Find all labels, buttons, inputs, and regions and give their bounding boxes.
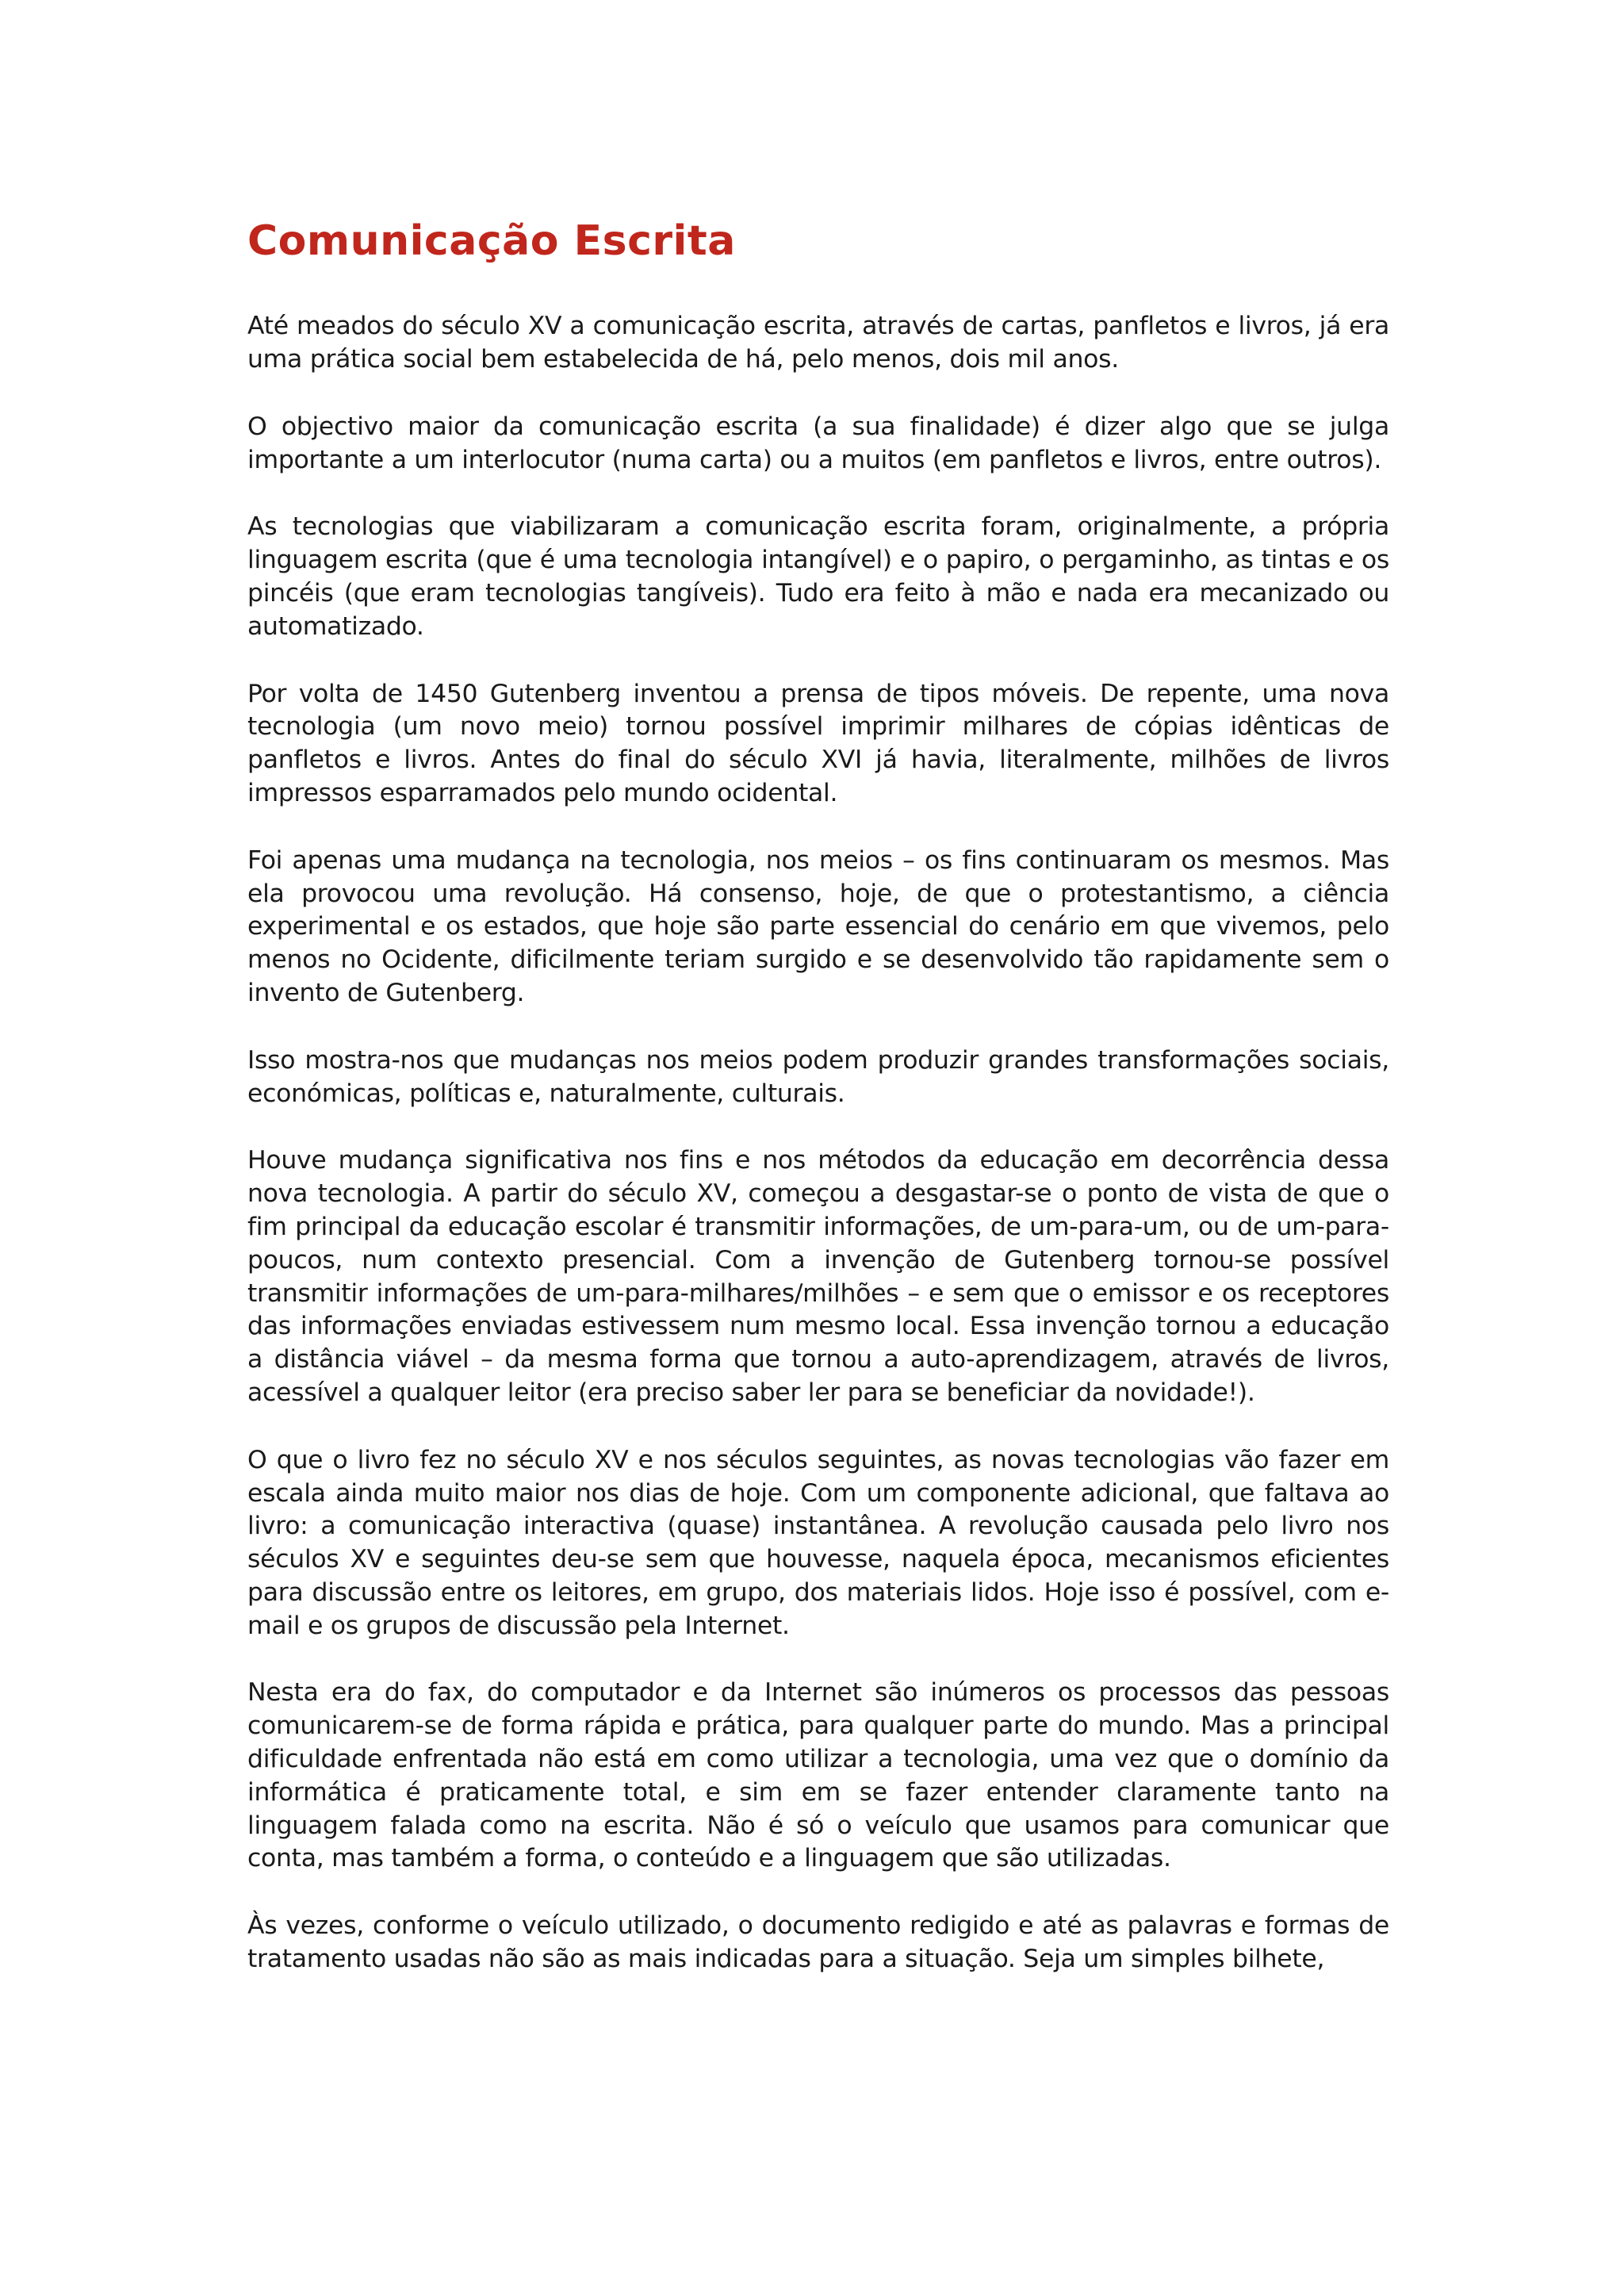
document-page (247, 219, 1389, 2010)
paragraph: Até meados do século XV a comunicação escrita, através de cartas, panfletos e livros, já era uma prática social bem estabelecida de há, pelo menos, dois mil anos. (247, 312, 1389, 374)
paragraph: O que o livro fez no século XV e nos séculos seguintes, as novas tecnologias vão fazer em escala ainda muito maior nos dias de hoje. Com um componente adicional, que faltava ao livro: a comunicação interactiva (quase) instantânea. A revolução causada pelo livro nos séculos XV e seguintes deu-se sem que houvesse, naquela época, mecanismos eficientes para discussão entre os leitores, em grupo, dos materiais lidos. Hoje isso é possível, com e-mail e os grupos de discussão pela Internet. (247, 1445, 1389, 1640)
paragraph: O objectivo maior da comunicação escrita (a sua finalidade) é dizer algo que se julga importante a um interlocutor (numa carta) ou a muitos (em panfletos e livros, entre outros). (247, 412, 1389, 474)
paragraph: Às vezes, conforme o veículo utilizado, o documento redigido e até as palavras e formas de tratamento usadas não são as mais indicadas para a situação. Seja um simples bilhete, (247, 1911, 1389, 1974)
document-title: Comunicação Escrita (247, 217, 736, 265)
paragraph: Isso mostra-nos que mudanças nos meios podem produzir grandes transformações sociais, económicas, políticas e, naturalmente, culturais. (247, 1045, 1389, 1108)
paragraph: Houve mudança significativa nos fins e nos métodos da educação em decorrência dessa nova tecnologia. A partir do século XV, começou a desgastar-se o ponto de vista de que o fim principal da educação escolar é transmitir informações, de um-para-um, ou de um-para-poucos, num contexto presencial. Com a invenção de Gutenberg tornou-se possível transmitir informações de um-para-milhares/milhões – e sem que o emissor e os receptores das informações enviadas estivessem num mesmo local. Essa invenção tornou a educação a distância viável – da mesma forma que tornou a auto-aprendizagem, através de livros, acessível a qualquer leitor (era preciso saber ler para se beneficiar da novidade!). (247, 1146, 1389, 1407)
paragraph: Por volta de 1450 Gutenberg inventou a prensa de tipos móveis. De repente, uma nova tecnologia (um novo meio) tornou possível imprimir milhares de cópias idênticas de panfletos e livros. Antes do final do século XVI já havia, literalmente, milhões de livros impressos esparramados pelo mundo ocidental. (247, 679, 1389, 807)
paragraph: As tecnologias que viabilizaram a comunicação escrita foram, originalmente, a própria linguagem escrita (que é uma tecnologia intangível) e o papiro, o pergaminho, as tintas e os pincéis (que eram tecnologias tangíveis). Tudo era feito à mão e nada era mecanizado ou automatizado. (247, 512, 1389, 641)
paragraph: Foi apenas uma mudança na tecnologia, nos meios – os fins continuaram os mesmos. Mas ela provocou uma revolução. Há consenso, hoje, de que o protestantismo, a ciência experimental e os estados, que hoje são parte essencial do cenário em que vivemos, pelo menos no Ocidente, dificilmente teriam surgido e se desenvolvido tão rapidamente sem o invento de Gutenberg. (247, 845, 1389, 1007)
paragraph: Nesta era do fax, do computador e da Internet são inúmeros os processos das pessoas comunicarem-se de forma rápida e prática, para qualquer parte do mundo. Mas a principal dificuldade enfrentada não está em como utilizar a tecnologia, uma vez que o domínio da informática é praticamente total, e sim em se fazer entender claramente tanto na linguagem falada como na escrita. Não é só o veículo que usamos para comunicar que conta, mas também a forma, o conteúdo e a linguagem que são utilizadas. (247, 1678, 1389, 1873)
